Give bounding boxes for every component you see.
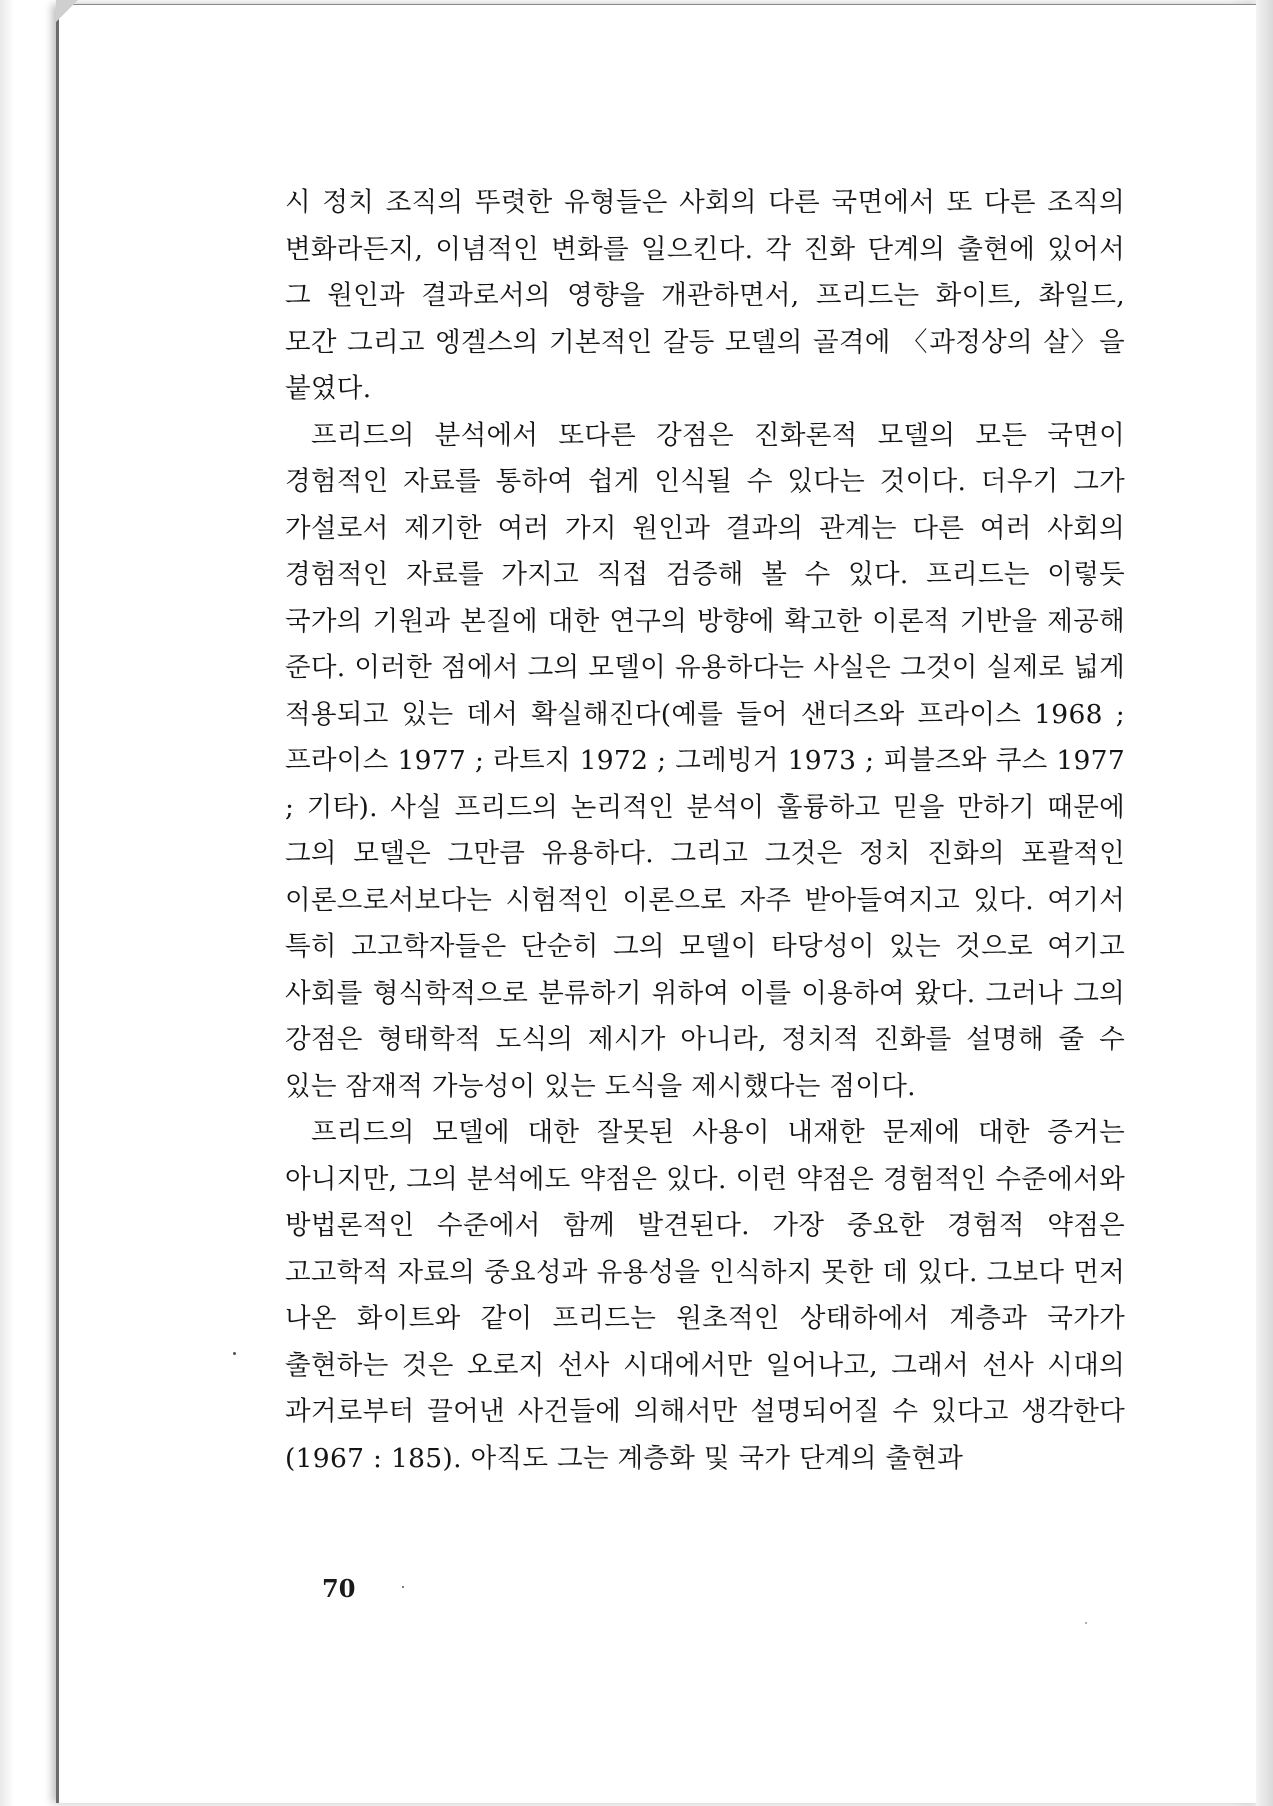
page-number: 70 [322,1574,356,1603]
paragraph-3: 프리드의 모델에 대한 잘못된 사용이 내재한 문제에 대한 증거는 아니지만, 그의 분석에도 약점은 있다. 이런 약점은 경험적인 수준에서와 방법론적인 수준에서 함께 발견된다. 가장 중요한 경험적 약점은 고고학적 자료의 중요성과 유용성을 인식하지 못한 데 있다. 그보다 먼저 나온 화이트와 같이 프리드는 원초적인 상태하에서 계층과 국가가 출현하는 것은 오로지 선사 시대에서만 일어나고, 그래서 선사 시대의 과거로부터 끌어낸 사건들에 의해서만 설명되어질 수 있다고 생각한다(1967 : 185). 아직도 그는 계층화 및 국가 단계의 출현과 [285,1117,1125,1474]
page-right-edge-shadow [1256,0,1273,1806]
body-text [285,180,1125,1482]
paragraph-2: 프리드의 분석에서 또다른 강점은 진화론적 모델의 모든 국면이 경험적인 자료를 통하여 쉽게 인식될 수 있다는 것이다. 더우기 그가 가설로서 제기한 여러 가지 원인과 결과의 관계는 다른 여러 사회의 경험적인 자료를 가지고 직접 검증해 볼 수 있다. 프리드는 이렇듯 국가의 기원과 본질에 대한 연구의 방향에 확고한 이론적 기반을 제공해 준다. 이러한 점에서 그의 모델이 유용하다는 사실은 그것이 실제로 넓게 적용되고 있는 데서 확실해진다(예를 들어 샌더즈와 프라이스 1968 ; 프라이스 1977 ; 라트지 1972 ; 그레빙거 1973 ; 피블즈와 쿠스 1977 ; 기타). 사실 프리드의 논리적인 분석이 훌륭하고 믿을 만하기 때문에 그의 모델은 그만큼 유용하다. 그리고 그것은 정치 진화의 포괄적인 이론으로서보다는 시험적인 이론으로 자주 받아들여지고 있다. 여기서 특히 고고학자들은 단순히 그의 모델이 타당성이 있는 것으로 여기고 사회를 형식학적으로 분류하기 위하여 이를 이용하여 왔다. 그러나 그의 강점은 형태학적 도식의 제시가 아니라, 정치적 진화를 설명해 줄 수 있는 잠재적 가능성이 있는 도식을 제시했다는 점이다. [285,419,1125,1102]
paragraph-1: 시 정치 조직의 뚜렷한 유형들은 사회의 다른 국면에서 또 다른 조직의 변화라든지, 이념적인 변화를 일으킨다. 각 진화 단계의 출현에 있어서 그 원인과 결과로서의 영향을 개관하면서, 프리드는 화이트, 촤일드, 모간 그리고 엥겔스의 기본적인 갈등 모델의 골격에 〈과정상의 살〉을 붙였다. [285,187,1125,404]
scan-speck [233,1352,236,1355]
scan-speck [1085,1622,1087,1624]
page-corner-fold [56,0,78,22]
scan-speck [402,1586,404,1588]
